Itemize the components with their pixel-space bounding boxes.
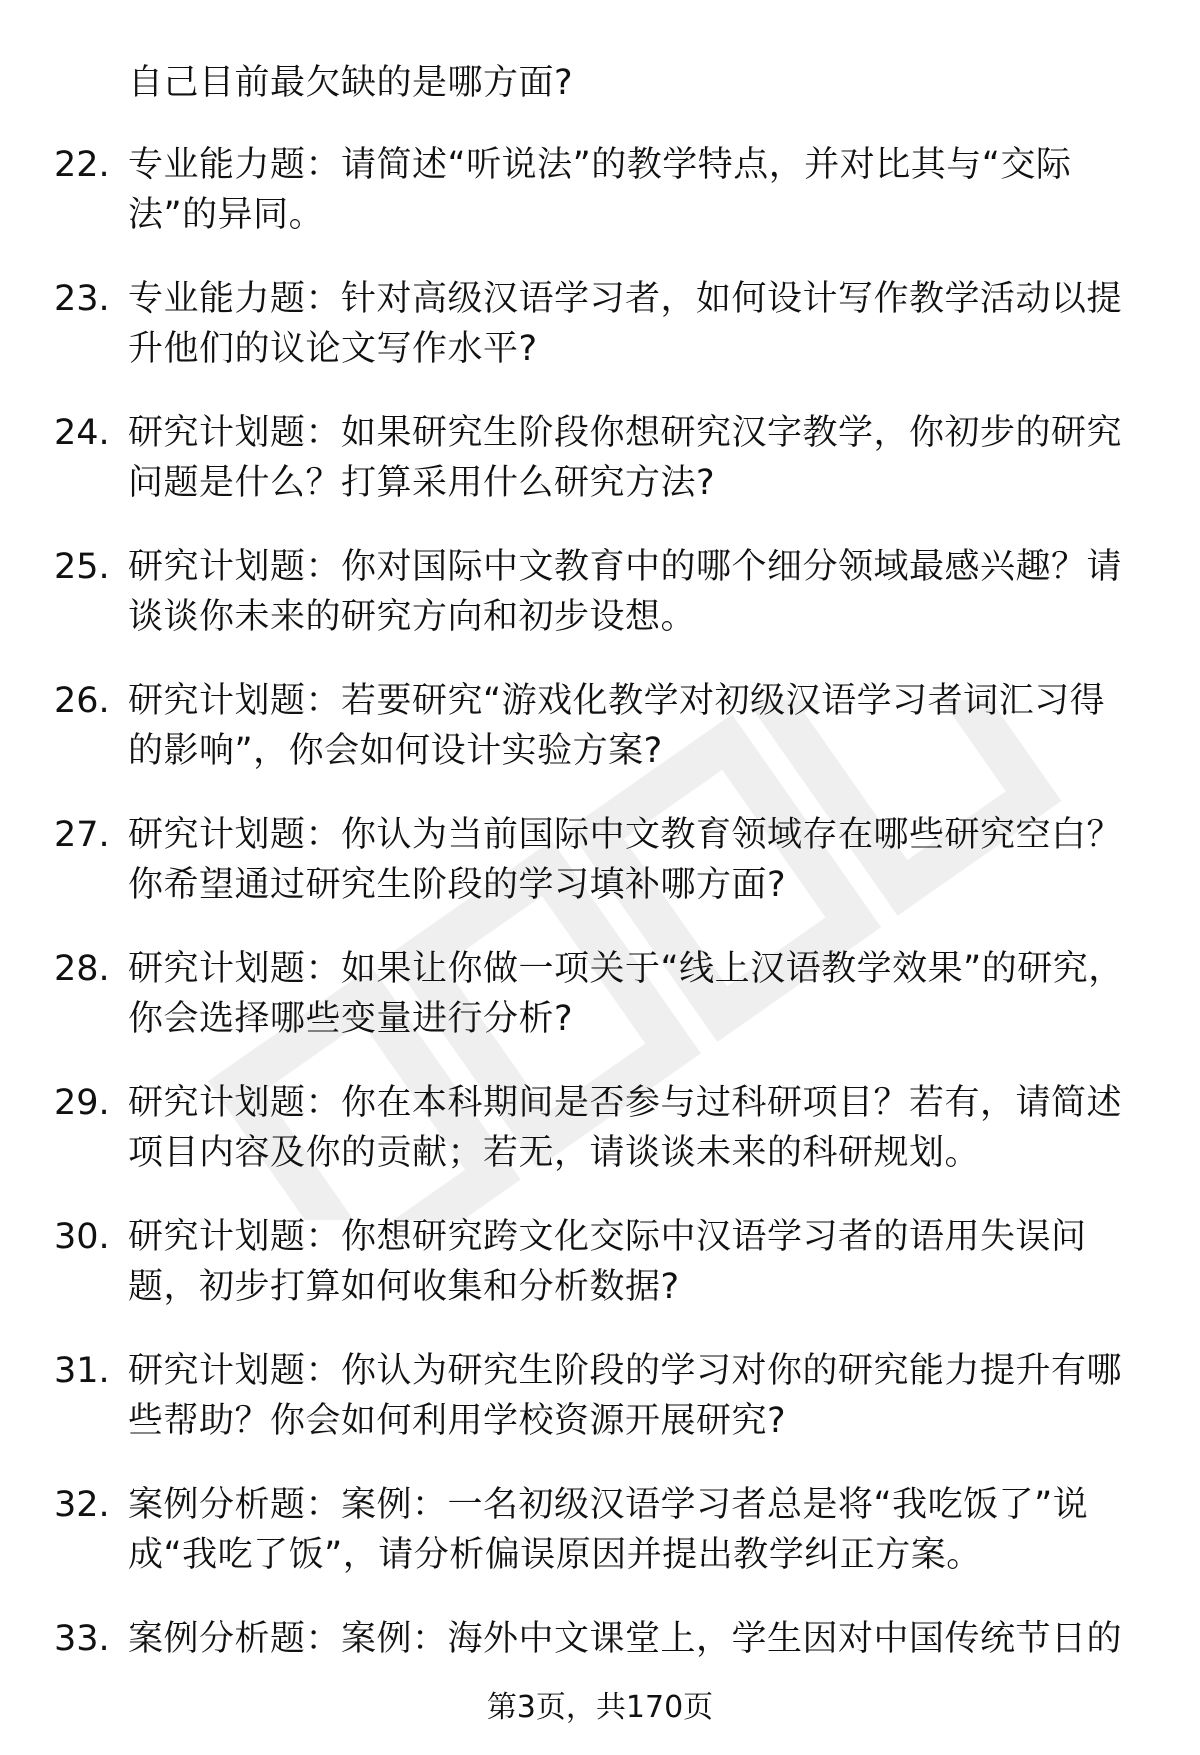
question-list: [0, 140, 1200, 1748]
question-item-30: [0, 1212, 1200, 1346]
question-text: 研究计划题：你对国际中文教育中的哪个细分领域最感兴趣？请谈谈你未来的研究方向和初步设想。: [128, 547, 1123, 637]
question-item-31: [0, 1346, 1200, 1480]
question-number: 33.: [54, 1619, 110, 1659]
question-text: 研究计划题：如果让你做一项关于“线上汉语教学效果”的研究，你会选择哪些变量进行分析?: [128, 949, 1124, 1039]
question-number: 30.: [54, 1217, 110, 1257]
question-number: 22.: [54, 145, 110, 185]
question-item-22: [0, 140, 1200, 274]
question-number: 25.: [54, 547, 110, 587]
question-item-32: [0, 1480, 1200, 1614]
question-item-24: [0, 408, 1200, 542]
continuation-line: 自己目前最欠缺的是哪方面?: [128, 63, 574, 103]
question-text: 研究计划题：你认为当前国际中文教育领域存在哪些研究空白？你希望通过研究生阶段的学习填补哪方面?: [128, 815, 1123, 905]
question-number: 24.: [54, 413, 110, 453]
page-footer: 第3页，共170页: [486, 1690, 714, 1725]
question-number: 32.: [54, 1485, 110, 1525]
question-text: 专业能力题：针对高级汉语学习者，如何设计写作教学活动以提升他们的议论文写作水平?: [128, 279, 1123, 369]
question-text: 研究计划题：你在本科期间是否参与过科研项目？若有，请简述项目内容及你的贡献；若无，请谈谈未来的科研规划。: [128, 1083, 1123, 1173]
question-text: 案例分析题：案例：海外中文课堂上，学生因对中国传统节日的: [128, 1619, 1123, 1659]
question-text: 案例分析题：案例：一名初级汉语学习者总是将“我吃饭了”说成“我吃了饭”，请分析偏误原因并提出教学纠正方案。: [128, 1485, 1089, 1575]
question-number: 26.: [54, 681, 110, 721]
question-number: 28.: [54, 949, 110, 989]
question-number: 31.: [54, 1351, 110, 1391]
question-item-27: [0, 810, 1200, 944]
question-text: 专业能力题：请简述“听说法”的教学特点，并对比其与“交际法”的异同。: [128, 145, 1072, 235]
question-text: 研究计划题：你认为研究生阶段的学习对你的研究能力提升有哪些帮助？你会如何利用学校资源开展研究?: [128, 1351, 1123, 1441]
question-number: 27.: [54, 815, 110, 855]
question-item-26: [0, 676, 1200, 810]
question-text: 研究计划题：如果研究生阶段你想研究汉字教学，你初步的研究问题是什么？打算采用什么研究方法?: [128, 413, 1123, 503]
question-item-28: [0, 944, 1200, 1078]
question-item-25: [0, 542, 1200, 676]
question-text: 研究计划题：若要研究“游戏化教学对初级汉语学习者词汇习得的影响”，你会如何设计实验方案?: [128, 681, 1106, 771]
question-item-29: [0, 1078, 1200, 1212]
question-number: 23.: [54, 279, 110, 319]
question-item-23: [0, 274, 1200, 408]
question-text: 研究计划题：你想研究跨文化交际中汉语学习者的语用失误问题，初步打算如何收集和分析数据?: [128, 1217, 1087, 1307]
question-number: 29.: [54, 1083, 110, 1123]
